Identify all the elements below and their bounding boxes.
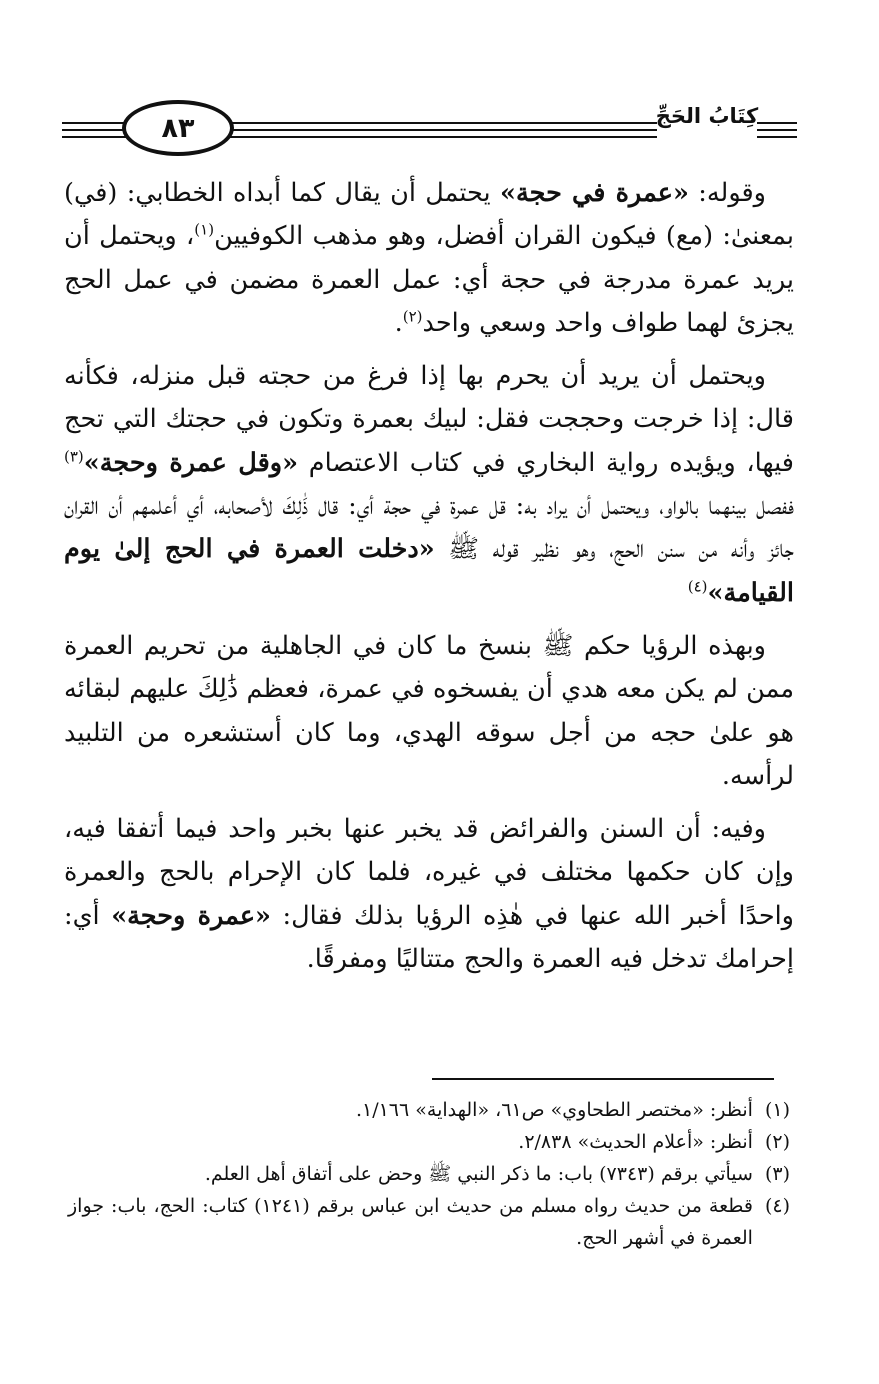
footnote (68, 1126, 790, 1158)
footnote-separator (432, 1078, 774, 1080)
text-run: ، ويحتمل أن يريد عمرة مدرجة في حجة أي: عمل العمرة مضمن في عمل الحج يجزئ لهما طواف واحد وسعي واحد (64, 221, 794, 338)
header-rule (222, 122, 657, 124)
main-text (64, 172, 794, 991)
footnote-ref: (٣) (64, 447, 84, 466)
page-number: ٨٣ (122, 100, 234, 156)
paragraph (64, 808, 794, 981)
footnote (68, 1190, 790, 1254)
footnote-number: (١) (764, 1099, 790, 1121)
quoted-text: «عمرة في حجة» (500, 178, 689, 208)
text-run: ويحتمل أن يريد أن يحرم بها إذا فرغ من حجته قبل منزله، فكأنه قال: إذا خرجت وحججت فقل: لبيك بعمرة وتكون في حجتك التي تحج فيها، ويؤيده رواية البخاري في كتاب الاعتصام (64, 361, 794, 478)
quoted-text: «عمرة وحجة» (111, 900, 271, 931)
text-run: وقوله: (688, 178, 766, 208)
text-run: أي: إحرامك تدخل فيه العمرة والحج متتاليًا ومفرقًا. (64, 900, 794, 975)
footnote-ref: (٤) (687, 577, 708, 596)
footnote-number: (٢) (764, 1131, 790, 1153)
footnote (68, 1158, 790, 1190)
text-run: وفيه: أن السنن والفرائض قد يخبر عنها بخبر واحد فيما أتفقا فيه، وإن كان حكمها مختلف في غيره، فلما كان الإحرام بالحج والعمرة واحدًا أخبر الله عنها في هٰذِه الرؤيا بذلك فقال: (64, 814, 794, 931)
paragraph (64, 172, 794, 345)
text-run: ففصل بينهما بالواو، ويحتمل أن يراد به: قل عمرة في حجة أي: قال ذَٰلِكَ لأصحابه، أي أعلمهم أن القران جائز وأنه من سنن الحج، وهو نظير قوله ﷺ (64, 491, 795, 565)
footnotes (68, 1094, 790, 1254)
text-run: يحتمل أن يقال كما أبداه الخطابي: (في) بمعنىٰ: (مع) فيكون القران أفضل، وهو مذهب الكوفيين (64, 178, 795, 252)
paragraph (64, 625, 794, 798)
footnote-text: سيأتي برقم (٧٣٤٣) باب: ما ذكر النبي ﷺ وحض على أتفاق أهل العلم. (204, 1163, 753, 1185)
footnote-number: (٤) (764, 1195, 790, 1217)
footnote-ref: (١) (194, 220, 215, 239)
footnote (68, 1094, 790, 1126)
header-rule (222, 136, 657, 138)
text-run: . (394, 307, 403, 338)
footnote-number: (٣) (764, 1163, 790, 1185)
header-rule (757, 129, 797, 131)
quoted-text: «دخلت العمرة في الحج إلىٰ يوم القيامة» (64, 534, 794, 608)
header-rule (222, 129, 657, 131)
page-header (62, 100, 797, 162)
header-rule (757, 122, 797, 124)
running-title: كِتَابُ الحَجِّ (655, 104, 759, 128)
footnote-text: أنظر: «مختصر الطحاوي» ص٦١، «الهداية» ١/١٦٦. (355, 1099, 753, 1121)
footnote-text: أنظر: «أعلام الحديث» ٢/٨٣٨. (518, 1131, 753, 1153)
header-rule (757, 136, 797, 138)
footnote-text: قطعة من حديث رواه مسلم من حديث ابن عباس برقم (١٢٤١) كتاب: الحج، باب: جواز العمرة في أشهر الحج. (68, 1195, 753, 1249)
paragraph (64, 355, 794, 615)
footnote-ref: (٢) (402, 307, 423, 326)
text-run: وبهذه الرؤيا حكم ﷺ بنسخ ما كان في الجاهلية من تحريم العمرة ممن لم يكن معه هدي أن يفسخوه في عمرة، فعظم ذَٰلِكَ عليهم لبقائه هو علىٰ حجه من أجل سوقه الهدي، وما كان أستشعره من التلبيد لرأسه. (64, 630, 794, 791)
quoted-text: «وقل عمرة وحجة» (83, 447, 299, 478)
